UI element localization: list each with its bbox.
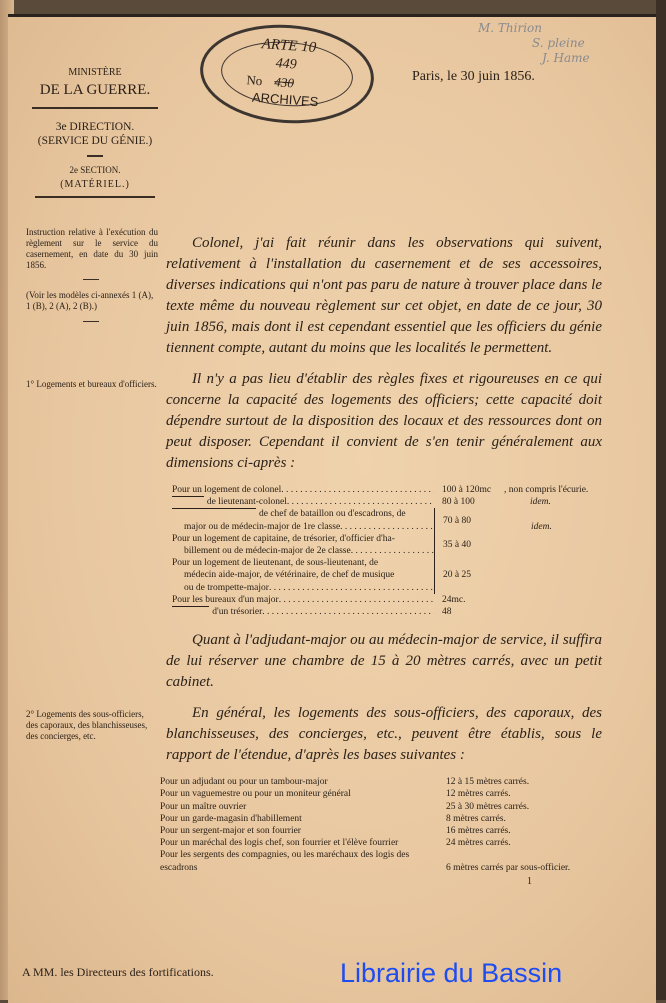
stamp-number: 449 [275,56,298,73]
page-number: 1 [527,875,532,887]
table-row [160,788,596,800]
row-label: Pour un vaguemestre ou pour un moniteur général [160,789,351,800]
row-label: Pour un maréchal des logis chef, son fourrier et l'élève fourrier [160,838,399,849]
table-row [160,825,596,837]
ditto-dash [172,606,209,618]
table-row [172,508,602,532]
margin-instruction [26,227,158,271]
ministry-name: DE LA GUERRE. [39,82,151,98]
table-row [172,533,602,557]
row-note [504,594,602,606]
footer-address: A MM. les Directeurs des fortifications. [22,965,214,979]
row-value: 24mc. [442,594,466,605]
row-value: 25 à 30 mètres carrés. [446,801,530,812]
row-note [505,557,602,594]
row-value: 80 à 100 [442,497,475,508]
section-sub: (MATÉRIEL.) [60,179,130,190]
table-row [160,813,596,825]
ministry-label: MINISTÈRE [68,67,122,78]
row-label: Pour les bureaux d'un major [172,594,279,605]
row-value: 6 mètres carrés par sous-officier. [446,862,571,873]
row-note [505,533,602,557]
table-row [172,594,602,606]
table-row [172,557,602,594]
row-label: de lieutenant-colonel [206,497,287,508]
row-value: 12 à 15 mètres carrés. [446,777,530,788]
divider [35,196,155,198]
margin-note-1: 1° Logements et bureaux d'officiers. [26,379,157,389]
margin-models: (Voir les modèles ci-annexés 1 (A), 1 (B), 2 (A), 2 (B).) [26,290,154,311]
row-value: 70 à 80 [434,508,505,532]
row-label: médecin aide-major, de vétérinaire, de chef de musique [184,570,395,581]
row-label: Pour un adjudant ou pour un tambour-major [160,777,328,788]
margin-instruction-text: Instruction relative à l'exécution du règlement sur le service du casernement, en date du 30 juin 1856. [26,227,158,270]
table-row [160,801,596,813]
document-page [8,14,656,1003]
table-row [160,849,596,873]
archives-stamp [197,19,377,129]
row-note: , non compris l'écurie. [504,485,589,495]
row-label: major ou de médecin-major de 1re classe [184,521,341,532]
divider [83,279,99,280]
paragraph-4: En général, les logements des sous-officiers, des caporaux, des blanchisseuses, des concierges, etc., peuvent être établis, sous le rapport de l'étendue, d'après les bases suivantes : [166,705,602,764]
direction: 3e DIRECTION. [55,121,135,133]
section: 2e SECTION. [69,165,121,175]
stamp-archives: ARCHIVES [251,89,319,110]
row-label: ou de trompette-major [184,582,269,593]
handwritten-note: M. Thirion [478,21,543,35]
row-label: Pour un sergent-major et son fourrier [160,826,301,837]
row-label: Pour un maître ouvrier [160,801,247,812]
table-row [172,496,602,508]
stamp-struck-number: 430 [273,74,295,91]
watermark: Librairie du Bassin [340,958,563,988]
divider [32,107,158,109]
divider [83,321,99,322]
table-row [172,484,602,496]
row-label: Pour un logement de capitaine, de trésorier, d'officier d'ha- [172,533,395,544]
handwritten-note: J. Hame [542,51,590,65]
ditto-dash [172,496,204,508]
stamp-no-label: No [245,72,263,89]
row-value: 48 [442,607,452,618]
row-note: idem. [530,497,551,508]
row-value: 24 mètres carrés. [446,838,511,849]
paragraph-3: Quant à l'adjudant-major ou au médecin-major de service, il suffira de lui réserver une chambre de 15 à 20 mètres carrés, avec un petit cabinet. [166,632,602,691]
paragraph-2: Il n'y a pas lieu d'établir des règles fixes et rigoureuses en ce qui concerne la capacité des logements des officiers; cette capacité doit dépendre surtout de la disposition des locaux et des ressources dont on peut disposer. Cependant il convient de s'en tenir généralement aux dimensions ci-après : [166,371,602,471]
letter-date: Paris, le 30 juin 1856. [412,69,535,84]
officers-table [172,484,602,618]
table-row [172,606,602,618]
book-edge [656,0,666,1000]
row-value: 8 mètres carrés. [446,813,506,824]
margin-note-2: 2° Logements des sous-officiers, des caporaux, des blanchisseuses, des concierges, etc. [26,709,148,741]
row-label: d'un trésorier [212,607,263,618]
row-label: de chef de bataillon ou d'escadrons, de [259,509,406,520]
row-label: Pour un logement de lieutenant, de sous-lieutenant, de [172,558,379,569]
row-value: 20 à 25 [434,557,505,594]
handwritten-note: S. pleine [532,36,585,50]
row-note [504,606,602,618]
table-row [160,837,596,849]
nco-table [160,776,596,874]
row-value: 12 mètres carrés. [446,789,511,800]
service: (SERVICE DU GÉNIE.) [37,135,153,147]
paragraph-1: Colonel, j'ai fait réunir dans les observations qui suivent, relativement à l'installation du casernement et de ses accessoires, diverses indications qui n'ont pas paru de nature à trouver place dans le texte même du nouveau règlement sur cet objet, en date de ce jour, 30 juin 1856, mais dont il est cependant essentiel que les officiers du génie tiennent compte, autant du moins que les localités le permettent. [166,235,602,356]
divider [87,155,103,157]
letterhead [20,67,170,198]
row-note: idem. [531,521,552,532]
ditto-dash [172,508,256,520]
row-value: 100 à 120mc [442,485,492,495]
stamp-art: ARTE 10 [261,36,317,56]
row-label: Pour un garde-magasin d'habillement [160,813,302,824]
table-row [160,776,596,788]
row-label: Pour un logement de colonel [172,485,282,495]
row-value: 35 à 40 [434,533,505,557]
row-value: 16 mètres carrés. [446,826,511,837]
row-label: billement ou de médecin-major de 2e classe [184,546,351,557]
row-label: Pour les sergents des compagnies, ou les maréchaux des logis des escadrons [160,850,410,873]
letter-body [160,233,602,888]
